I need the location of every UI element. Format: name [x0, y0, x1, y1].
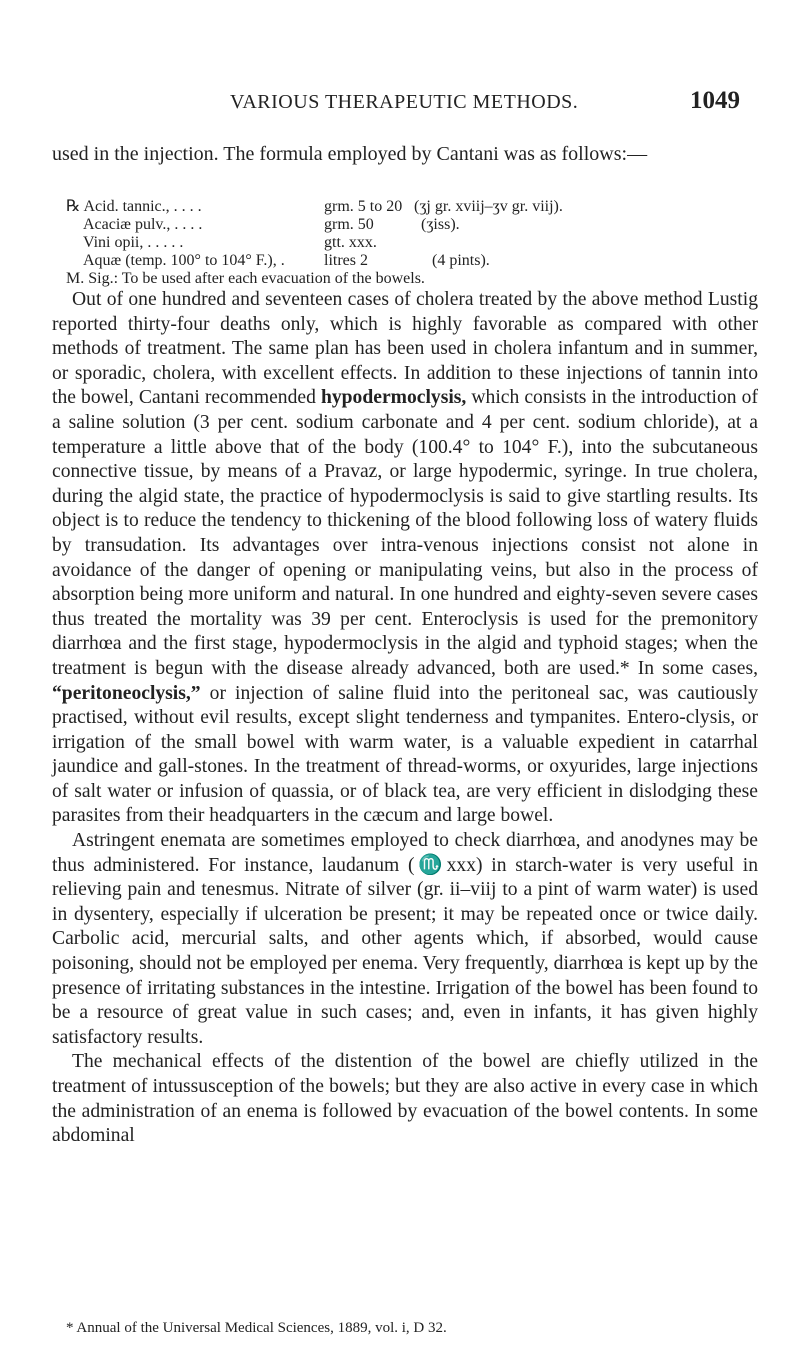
- signature-text: M. Sig.: To be used after each evacuation of the bowels.: [66, 270, 425, 287]
- ingredient-dose: gtt. xxx.: [324, 234, 377, 251]
- running-head: VARIOUS THERAPEUTIC METHODS.: [230, 91, 579, 113]
- paragraph-text: which consists in the introduction of a saline solution (3 per cent. sodium carbonate and 4 per cent. sodium chloride), at a temperature a little above that of the body (100.4° to 104° F.), into the subcutaneous connective tissue, by means of a Pravaz, or large hypodermic, syringe. In true cholera, during the algid state, the practice of hypodermoclysis is said to give startling results. Its object is to reduce the tendency to thickening of the blood following loss of watery fluids by transudation. Its advantages over intra-venous injections consist not alone in avoidance of the danger of opening or manipulating veins, but also in the process of absorption being more uniform and natural. In one hundred and eighty-seven severe cases thus treated the mortality was 39 per cent. Enteroclysis is used for the premonitory diarrhœa and the first stage, hypodermoclysis in the algid and typhoid stages; when the treatment is begun with the disease already advanced, both are used.* In some cases,: [52, 387, 758, 679]
- ingredient-dose: grm. 50: [324, 216, 374, 233]
- ingredient-note: (ʒiss).: [421, 216, 460, 233]
- ingredient-dose: grm. 5 to 20: [324, 198, 403, 215]
- term-peritoneoclysis: “peritoneoclysis,”: [52, 682, 201, 704]
- ingredient-note: (ʒj gr. xviij–ʒv gr. viij).: [414, 198, 563, 215]
- ingredient-name: ℞ Acid. tannic., . . . .: [66, 198, 202, 215]
- paragraph: The mechanical effects of the distention of the bowel are chiefly utilized in the treatment of intussusception of the bowels; but they are also active in every case in which the administration of an enema is followed by evacuation of the bowel contents. In some abdominal: [52, 1051, 758, 1147]
- paragraph: Astringent enemata are sometimes employed to check diarrhœa, and anodynes may be thus administered. For instance, laudanum (♏xxx) in starch-water is very useful in relieving pain and tenesmus. Nitrate of silver (gr. ii–viij to a pint of warm water) is used in dysentery, especially if ulceration be present; it may be repeated once or twice daily. Carbolic acid, mercurial salts, and other agents which, if absorbed, would cause poisoning, should not be employed per enema. Very frequently, diarrhœa is kept up by the presence of irritating substances in the intestine. Irrigation of the bowel has been found to be a resource of great value in such cases; and, even in infants, it has given highly satisfactory results.: [52, 830, 758, 1048]
- ingredient-dose: litres 2: [324, 252, 368, 269]
- ingredient-name: Vini opii, . . . . .: [83, 234, 184, 251]
- term-hypodermoclysis: hypodermoclysis,: [320, 387, 467, 409]
- footnote: * Annual of the Universal Medical Sciences, 1889, vol. i, D 32.: [66, 1320, 447, 1336]
- ingredient-name: Acaciæ pulv., . . . .: [83, 216, 203, 233]
- ingredient-note: (4 pints).: [432, 252, 490, 269]
- body-text: [52, 288, 758, 1149]
- paragraph: [52, 288, 758, 829]
- paragraph-text: Out of one hundred and seventeen cases of cholera treated by the above method Lustig reported thirty-four deaths only, which is highly favorable as compared with other methods of treatment. The same plan has been used in cholera infantum and in summer, or sporadic, cholera, with excellent effects. In addition to these injections of tannin into the bowel, Cantani recommended: [52, 289, 758, 409]
- ingredient-name: Aquæ (temp. 100° to 104° F.), .: [83, 252, 285, 269]
- paragraph-text: or injection of saline fluid into the peritoneal sac, was cautiously practised, without evil results, except slight tenderness and tympanites. Entero-clysis, or irrigation of the small bowel with warm water, is a valuable expedient in catarrhal jaundice and gall-stones. In the treatment of thread-worms, or oxyurides, large injections of salt water or infusion of quassia, or of black tea, are very efficient in dislodging these parasites from their headquarters in the cæcum and large bowel.: [52, 682, 758, 827]
- intro-paragraph: used in the injection. The formula employed by Cantani was as follows:—: [52, 143, 648, 165]
- page-number: 1049: [690, 87, 740, 114]
